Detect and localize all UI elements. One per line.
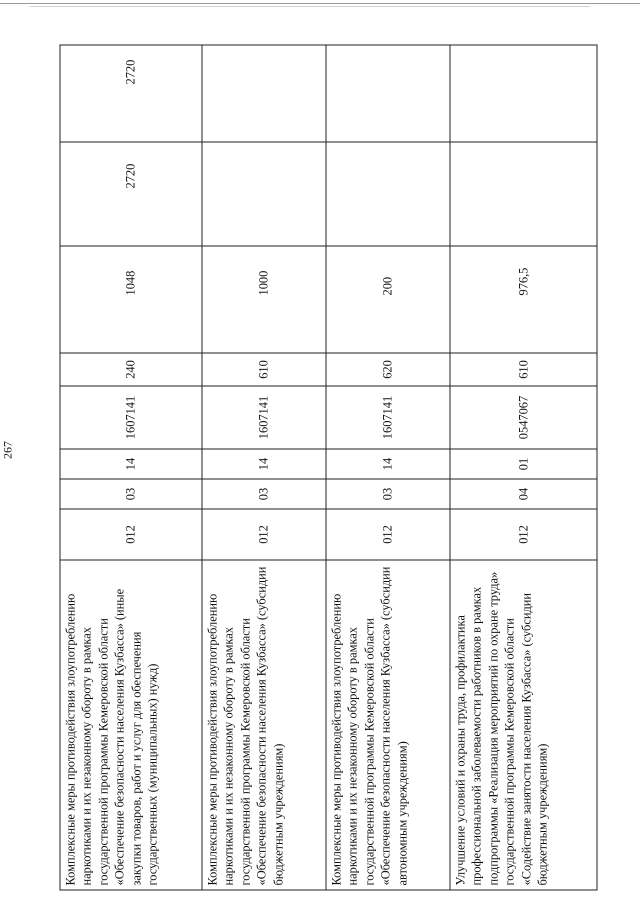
target-article-code: 1607141 [326,386,450,449]
row-description: Комплексные меры противодействия злоупотреблению наркотиками и их незаконному обороту в рамках государственной программы Кемеровской области «Обеспечение безопасности населения Кузбасса» (субсидии автономным учреждениям) [326,560,450,890]
amount-year-2 [326,142,450,246]
row-description: Комплексные меры противодействия злоупотреблению наркотиками и их незаконному обороту в рамках государственной программы Кемеровской области «Обеспечение безопасности населения Кузбасса» (иные закупки товаров, работ и услуг для обеспечения государственных (муниципальных) нужд) [60,560,202,890]
amount-year-1: 976,5 [450,246,597,353]
amount-year-1: 1048 [60,246,202,353]
amount-year-1: 200 [326,246,450,353]
amount-year-3: 2720 [60,45,202,142]
expense-type-code: 620 [326,353,450,386]
target-article-code: 1607141 [202,386,326,449]
row-description: Комплексные меры противодействия злоупотреблению наркотиками и их незаконному обороту в рамках государственной программы Кемеровской области «Обеспечение безопасности населения Кузбасса» (субсидии бюджетным учреждениям) [202,560,326,890]
subsection-code: 14 [202,449,326,479]
budget-table [59,44,597,890]
amount-year-3 [202,45,326,142]
table-row [202,45,326,890]
target-article-code: 0547067 [450,386,597,449]
table-row [450,45,597,890]
subsection-code: 01 [450,449,597,479]
grbs-code: 012 [60,509,202,560]
amount-year-2: 2720 [60,142,202,246]
subsection-code: 14 [326,449,450,479]
amount-year-1: 1000 [202,246,326,353]
expense-type-code: 240 [60,353,202,386]
section-code: 04 [450,479,597,509]
table-row [326,45,450,890]
target-article-code: 1607141 [60,386,202,449]
amount-year-2 [202,142,326,246]
amount-year-3 [450,45,597,142]
grbs-code: 012 [326,509,450,560]
table-row [60,45,202,890]
page-number: 267 [0,441,15,459]
section-code: 03 [202,479,326,509]
budget-table-rotated [59,45,596,890]
scan-edge-line [0,3,640,4]
amount-year-2 [450,142,597,246]
row-description: Улучшение условий и охраны труда, профилактика профессиональной заболеваемости работников в рамках подпрограммы «Реализация мероприятий по охране труда» государственной программы Кемеровской области «Содействие занятости населения Кузбасса» (субсидии бюджетным учреждениям) [450,560,597,890]
expense-type-code: 610 [450,353,597,386]
section-code: 03 [60,479,202,509]
section-code: 03 [326,479,450,509]
subsection-code: 14 [60,449,202,479]
grbs-code: 012 [202,509,326,560]
grbs-code: 012 [450,509,597,560]
amount-year-3 [326,45,450,142]
scan-edge-line [30,6,590,7]
expense-type-code: 610 [202,353,326,386]
